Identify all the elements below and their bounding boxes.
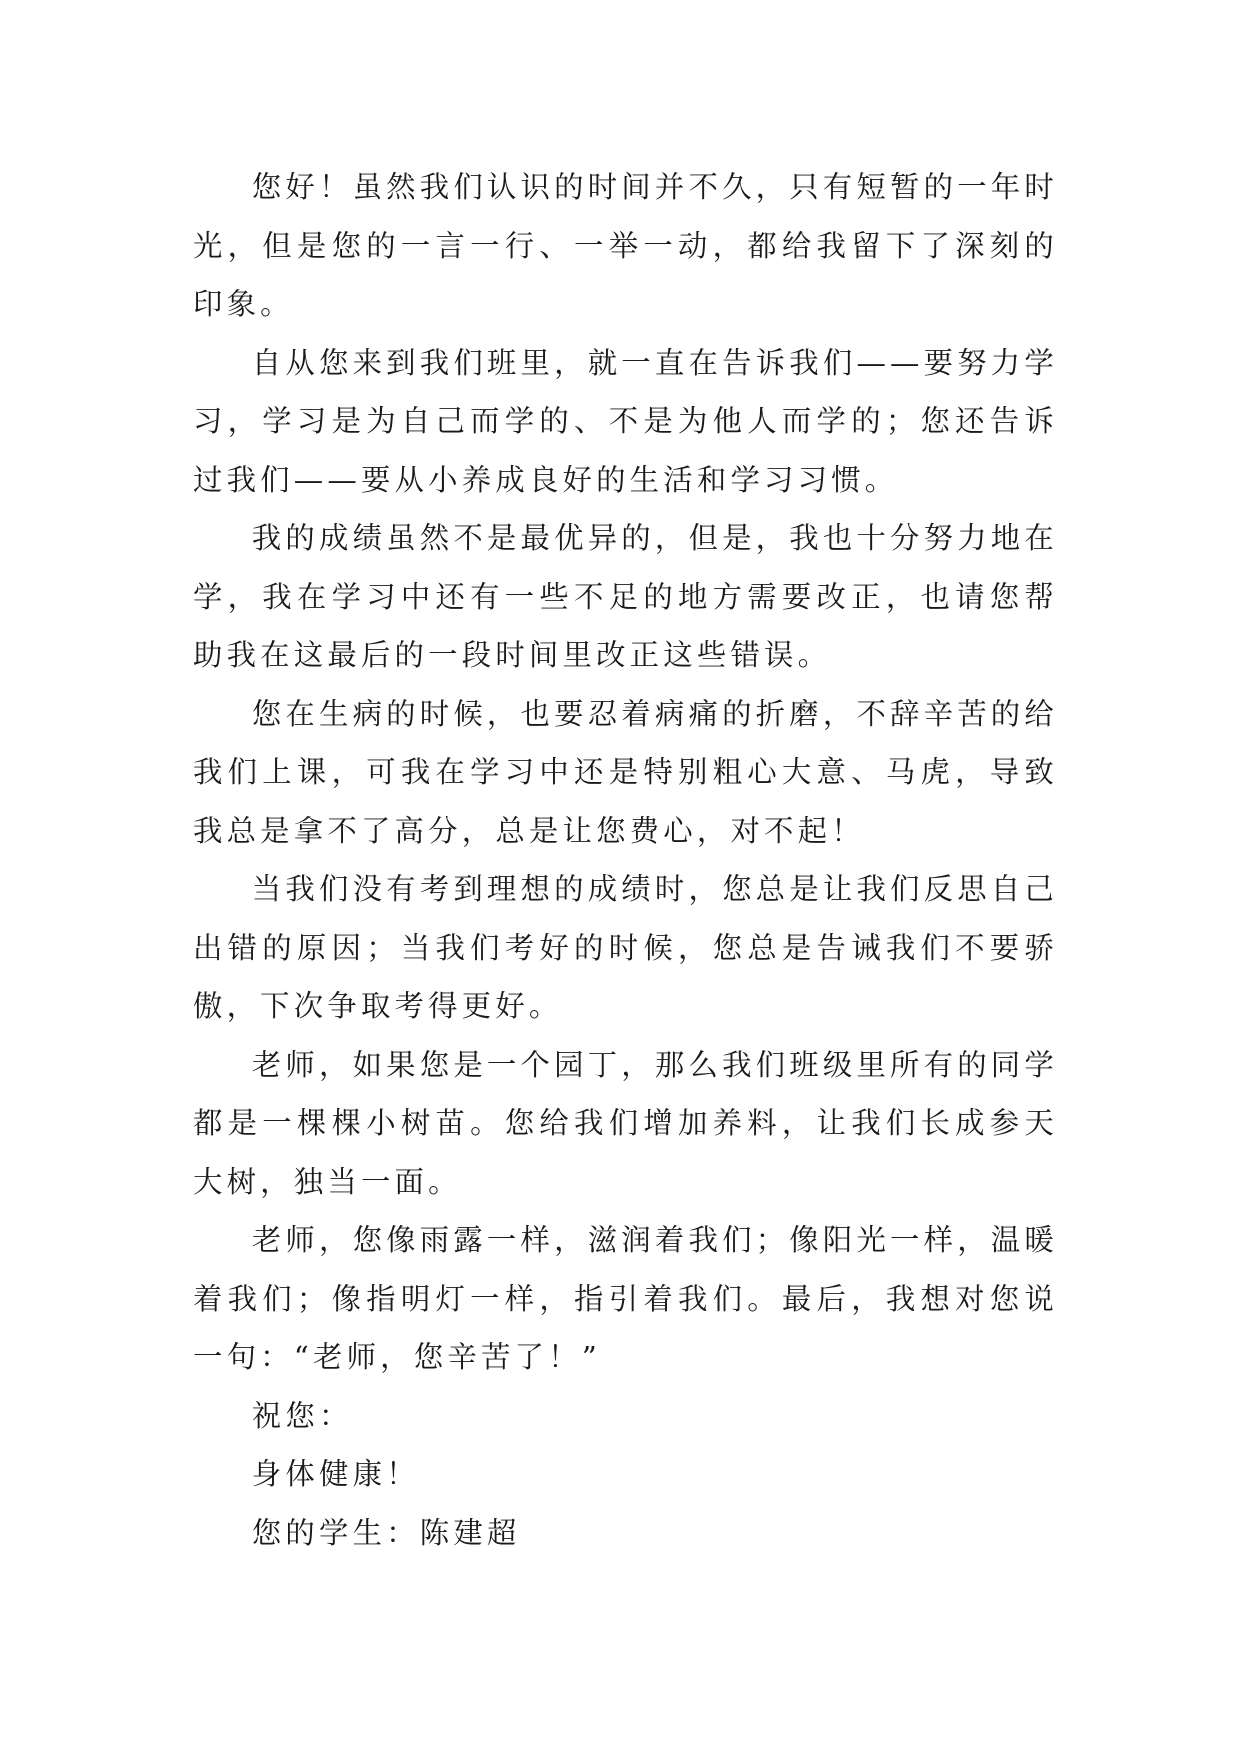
closing-wish: 身体健康！ xyxy=(251,1457,420,1491)
closing-wish-intro: 祝您： xyxy=(251,1398,353,1433)
letter-paragraph-6: 老师，如果您是一个园丁，那么我们班级里所有的同学都是一棵棵小树苗。您给我们增加养料，让我们长成参天大树，独当一面。 xyxy=(193,1047,1058,1199)
signature: 您的学生：陈建超 xyxy=(251,1515,521,1550)
letter-paragraph-1: 您好！虽然我们认识的时间并不久，只有短暂的一年时光，但是您的一言一行、一举一动，都给我留下了深刻的印象。 xyxy=(193,170,1058,321)
letter-paragraph-5: 当我们没有考到理想的成绩时，您总是让我们反思自己出错的原因；当我们考好的时候，您总是告诫我们不要骄傲，下次争取考得更好。 xyxy=(193,872,1058,1023)
letter-paragraph-2: 自从您来到我们班里，就一直在告诉我们——要努力学习，学习是为自己而学的、不是为他人而学的；您还告诉过我们——要从小养成良好的生活和学习习惯。 xyxy=(193,345,1058,497)
letter-body xyxy=(193,158,1058,1562)
letter-paragraph-7: 老师，您像雨露一样，滋润着我们；像阳光一样，温暖着我们；像指明灯一样，指引着我们。最后，我想对您说一句：“老师，您辛苦了！” xyxy=(193,1223,1058,1374)
letter-paragraph-4: 您在生病的时候，也要忍着病痛的折磨，不辞辛苦的给我们上课，可我在学习中还是特别粗心大意、马虎，导致我总是拿不了高分，总是让您费心，对不起！ xyxy=(193,696,1058,848)
letter-paragraph-3: 我的成绩虽然不是最优异的，但是，我也十分努力地在学，我在学习中还有一些不足的地方需要改正，也请您帮助我在这最后的一段时间里改正这些错误。 xyxy=(193,521,1058,672)
